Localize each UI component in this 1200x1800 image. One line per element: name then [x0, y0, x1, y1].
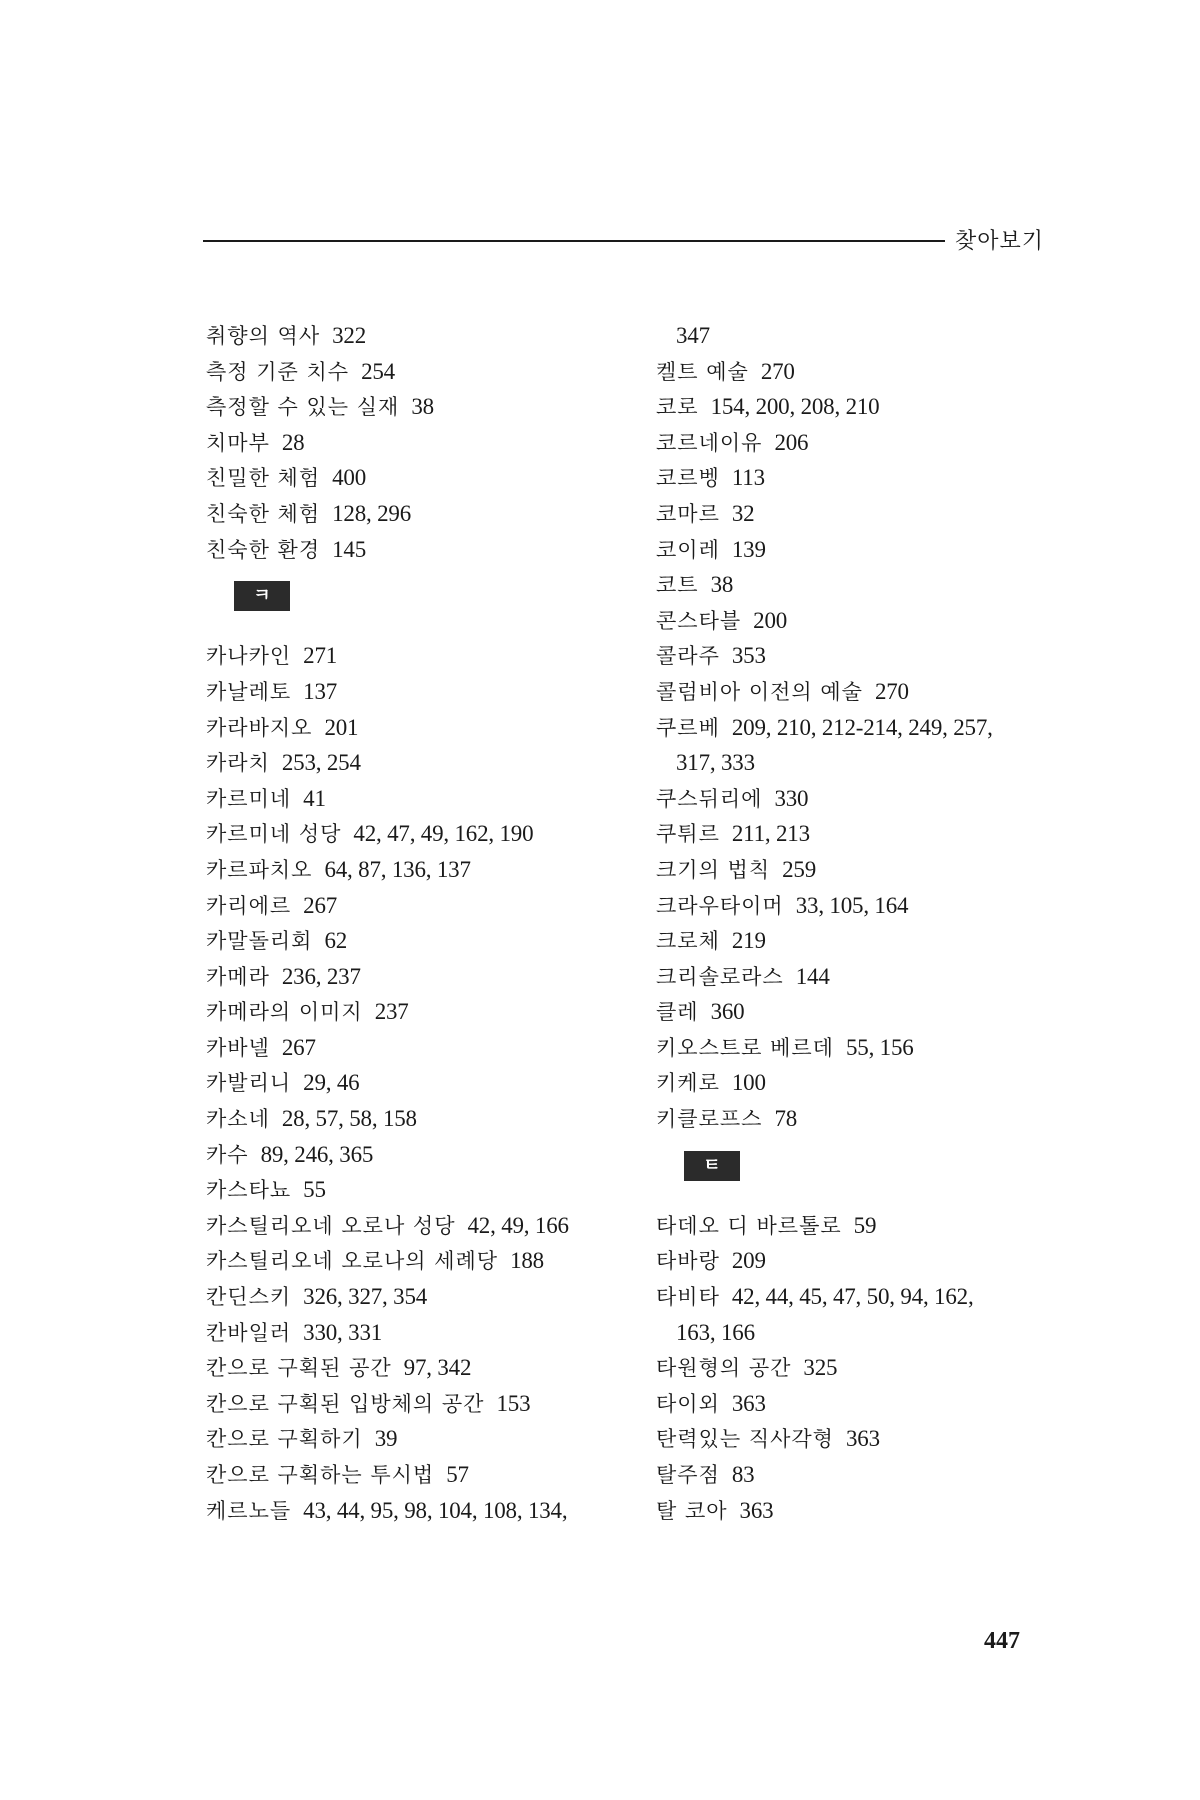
index-pages: 59 — [853, 1212, 877, 1238]
index-pages: 28 — [281, 429, 305, 455]
index-pages: 153 — [496, 1390, 531, 1416]
index-entry — [656, 532, 1076, 568]
index-pages: 42, 49, 166 — [467, 1212, 569, 1238]
index-pages: 32 — [731, 500, 755, 526]
index-entry — [656, 1457, 1076, 1493]
index-entry — [206, 781, 646, 817]
index-pages: 267 — [281, 1034, 316, 1060]
index-pages: 100 — [731, 1070, 766, 1096]
index-term: 콘스타블 — [656, 608, 742, 633]
section-label-box: ㅋ — [234, 581, 290, 611]
index-entry — [206, 923, 646, 959]
index-term: 콜라주 — [656, 644, 720, 669]
index-pages: 330, 331 — [303, 1319, 383, 1345]
index-term: 칸으로 구획하기 — [206, 1427, 363, 1452]
index-pages: 363 — [845, 1426, 880, 1452]
index-entry — [656, 1030, 1076, 1066]
index-entry — [206, 1421, 646, 1457]
index-term: 친밀한 체험 — [206, 466, 321, 491]
index-term: 쿠르베 — [656, 715, 720, 740]
index-entry — [206, 460, 646, 496]
index-entry — [206, 1279, 646, 1315]
index-group-left-1 — [206, 318, 646, 567]
index-entry — [656, 425, 1076, 461]
index-entry — [656, 959, 1076, 995]
index-term: 클레 — [656, 1000, 699, 1025]
index-entry — [206, 745, 646, 781]
index-pages: 64, 87, 136, 137 — [324, 856, 471, 882]
index-pages: 353 — [731, 643, 766, 669]
index-term: 쿠스뒤리에 — [656, 786, 763, 811]
index-term: 크리솔로라스 — [656, 964, 784, 989]
index-term: 카리에르 — [206, 893, 292, 918]
index-pages: 347 — [676, 323, 710, 348]
index-entry — [656, 674, 1076, 710]
index-pages: 154, 200, 208, 210 — [710, 394, 880, 420]
index-entry — [206, 638, 646, 674]
index-entry — [656, 816, 1076, 852]
index-group-right-1 — [656, 318, 1076, 1137]
index-pages: 211, 213 — [731, 821, 810, 847]
index-entry — [656, 745, 1076, 781]
index-pages: 360 — [710, 999, 745, 1025]
index-entry — [206, 354, 646, 390]
index-term: 카르미네 — [206, 786, 292, 811]
index-pages: 236, 237 — [281, 963, 361, 989]
index-entry — [656, 389, 1076, 425]
index-term: 측정할 수 있는 실재 — [206, 395, 400, 420]
index-pages: 326, 327, 354 — [303, 1284, 428, 1310]
index-entry — [206, 816, 646, 852]
index-term: 카나카인 — [206, 644, 292, 669]
index-entry — [656, 318, 1076, 354]
section-marker-kieuk — [206, 567, 646, 638]
index-pages: 33, 105, 164 — [795, 892, 909, 918]
index-term: 칸으로 구획된 공간 — [206, 1356, 392, 1381]
index-entry — [656, 1279, 1076, 1315]
index-pages: 55, 156 — [845, 1034, 914, 1060]
index-term: 친숙한 환경 — [206, 537, 321, 562]
index-pages: 209, 210, 212-214, 249, 257, — [731, 714, 993, 740]
index-entry — [656, 638, 1076, 674]
index-pages: 201 — [324, 714, 359, 740]
index-term: 칸딘스키 — [206, 1285, 292, 1310]
index-term: 콜럼비아 이전의 예술 — [656, 679, 863, 704]
index-term: 카소네 — [206, 1107, 270, 1132]
index-pages: 219 — [731, 928, 766, 954]
index-term: 카말돌리회 — [206, 929, 313, 954]
index-entry — [656, 852, 1076, 888]
index-entry — [656, 923, 1076, 959]
index-pages: 113 — [731, 465, 765, 491]
index-entry — [656, 710, 1076, 746]
index-term: 코마르 — [656, 501, 720, 526]
index-term: 카메라 — [206, 964, 270, 989]
index-term: 타비타 — [656, 1285, 720, 1310]
index-term: 코로 — [656, 395, 699, 420]
index-term: 키오스트로 베르데 — [656, 1035, 834, 1060]
index-pages: 42, 44, 45, 47, 50, 94, 162, — [731, 1284, 974, 1310]
index-entry — [656, 1243, 1076, 1279]
index-pages: 209 — [731, 1248, 766, 1274]
index-pages: 137 — [303, 678, 338, 704]
index-pages: 97, 342 — [403, 1355, 472, 1381]
index-term: 친숙한 체험 — [206, 501, 321, 526]
index-term: 크라우타이머 — [656, 893, 784, 918]
index-term: 칸으로 구획된 입방체의 공간 — [206, 1391, 485, 1416]
index-pages: 330 — [774, 785, 809, 811]
index-entry — [206, 1065, 646, 1101]
index-pages: 270 — [874, 678, 909, 704]
index-entry — [206, 1101, 646, 1137]
index-term: 취향의 역사 — [206, 324, 321, 348]
index-term: 코르네이유 — [656, 430, 763, 455]
index-term: 코이레 — [656, 537, 720, 562]
index-entry — [206, 888, 646, 924]
index-pages: 28, 57, 58, 158 — [281, 1106, 417, 1132]
page-number: 447 — [984, 1628, 1020, 1654]
index-term: 타원형의 공간 — [656, 1356, 792, 1381]
index-pages: 270 — [760, 358, 795, 384]
index-term: 카르미네 성당 — [206, 822, 342, 847]
index-term: 카메라의 이미지 — [206, 1000, 363, 1025]
index-pages: 38 — [710, 572, 734, 598]
index-pages: 200 — [753, 607, 788, 633]
section-marker-tieut — [656, 1137, 1076, 1208]
index-term: 카르파치오 — [206, 857, 313, 882]
index-column-right — [656, 318, 1076, 1528]
index-term: 카수 — [206, 1142, 249, 1167]
index-entry — [656, 1315, 1076, 1351]
index-entry — [206, 1350, 646, 1386]
index-pages: 62 — [324, 928, 348, 954]
index-entry — [656, 1101, 1076, 1137]
index-term: 타바랑 — [656, 1249, 720, 1274]
index-pages: 259 — [782, 856, 817, 882]
index-pages: 144 — [795, 963, 830, 989]
index-pages: 78 — [774, 1106, 798, 1132]
index-entry — [656, 603, 1076, 639]
index-entry — [656, 888, 1076, 924]
index-entry — [206, 496, 646, 532]
index-pages: 163, 166 — [676, 1319, 755, 1345]
index-entry — [206, 532, 646, 568]
index-pages: 188 — [510, 1248, 544, 1274]
index-entry — [206, 1137, 646, 1173]
index-entry — [656, 1350, 1076, 1386]
index-column-left — [206, 318, 646, 1528]
index-pages: 267 — [303, 892, 338, 918]
index-pages: 325 — [803, 1355, 838, 1381]
index-entry — [656, 354, 1076, 390]
index-entry — [206, 389, 646, 425]
index-entry — [206, 1315, 646, 1351]
index-term: 카날레토 — [206, 679, 292, 704]
index-entry — [206, 318, 646, 354]
index-entry — [656, 1421, 1076, 1457]
index-entry — [206, 1172, 646, 1208]
index-term: 키케로 — [656, 1071, 720, 1096]
index-term: 카스틸리오네 오로나의 세례당 — [206, 1249, 499, 1274]
index-pages: 400 — [332, 465, 367, 491]
index-pages: 363 — [731, 1390, 766, 1416]
index-term: 측정 기준 치수 — [206, 359, 350, 384]
header-rule — [203, 240, 945, 242]
index-entry — [656, 1208, 1076, 1244]
index-entry — [206, 1493, 646, 1529]
index-term: 카라치 — [206, 751, 270, 776]
index-term: 키클로프스 — [656, 1107, 763, 1132]
index-term: 카스타뇨 — [206, 1178, 292, 1203]
index-pages: 39 — [374, 1426, 398, 1452]
index-pages: 145 — [332, 536, 367, 562]
index-term: 칸으로 구획하는 투시법 — [206, 1463, 435, 1487]
index-term: 카발리니 — [206, 1071, 292, 1096]
index-term: 카라바지오 — [206, 715, 313, 740]
index-term: 타이외 — [656, 1391, 720, 1416]
index-pages: 237 — [374, 999, 409, 1025]
index-entry — [206, 1208, 646, 1244]
index-pages: 322 — [332, 323, 367, 348]
index-term: 크기의 법칙 — [656, 857, 771, 882]
index-pages: 55 — [303, 1177, 326, 1203]
index-entry — [656, 781, 1076, 817]
index-pages: 128, 296 — [332, 500, 412, 526]
index-term: 케르노들 — [206, 1498, 292, 1523]
index-pages: 83 — [731, 1462, 755, 1487]
index-entry — [206, 1386, 646, 1422]
index-pages: 43, 44, 95, 98, 104, 108, 134, — [303, 1497, 568, 1523]
index-term: 코트 — [656, 573, 699, 598]
index-entry — [206, 425, 646, 461]
index-term: 탄력있는 직사각형 — [656, 1427, 834, 1452]
index-entry — [656, 460, 1076, 496]
index-pages: 42, 47, 49, 162, 190 — [353, 821, 534, 847]
index-term: 치마부 — [206, 430, 270, 455]
index-pages: 57 — [446, 1462, 469, 1487]
index-pages: 41 — [303, 785, 326, 811]
index-entry — [206, 1457, 646, 1493]
index-pages: 254 — [361, 358, 395, 384]
index-pages: 271 — [303, 643, 338, 669]
index-entry — [656, 567, 1076, 603]
index-term: 쿠튀르 — [656, 822, 720, 847]
index-group-left-2 — [206, 638, 646, 1528]
index-term: 탈주점 — [656, 1463, 720, 1487]
section-label-box: ㅌ — [684, 1151, 740, 1181]
index-entry — [656, 1493, 1076, 1529]
index-pages: 89, 246, 365 — [260, 1141, 374, 1167]
index-entry — [206, 1030, 646, 1066]
index-term: 탈 코아 — [656, 1498, 728, 1523]
index-pages: 29, 46 — [303, 1070, 360, 1096]
index-pages: 206 — [774, 429, 809, 455]
index-pages: 139 — [731, 536, 766, 562]
index-entry — [206, 1243, 646, 1279]
index-entry — [656, 1386, 1076, 1422]
index-pages: 38 — [411, 394, 434, 420]
index-entry — [206, 852, 646, 888]
index-entry — [206, 959, 646, 995]
index-entry — [656, 496, 1076, 532]
index-entry — [206, 674, 646, 710]
index-term: 카스틸리오네 오로나 성당 — [206, 1213, 456, 1238]
index-term: 칸바일러 — [206, 1320, 292, 1345]
index-term: 카바넬 — [206, 1035, 270, 1060]
index-term: 코르벵 — [656, 466, 720, 491]
index-pages: 253, 254 — [281, 750, 361, 776]
index-entry — [656, 1065, 1076, 1101]
index-term: 켈트 예술 — [656, 359, 749, 384]
index-entry — [656, 994, 1076, 1030]
index-group-right-2 — [656, 1208, 1076, 1528]
index-term: 크로체 — [656, 929, 720, 954]
running-header-title: 찾아보기 — [955, 229, 1045, 254]
index-pages: 317, 333 — [676, 750, 755, 776]
index-entry — [206, 994, 646, 1030]
index-entry — [206, 710, 646, 746]
index-pages: 363 — [739, 1497, 774, 1523]
index-term: 타데오 디 바르톨로 — [656, 1213, 842, 1238]
